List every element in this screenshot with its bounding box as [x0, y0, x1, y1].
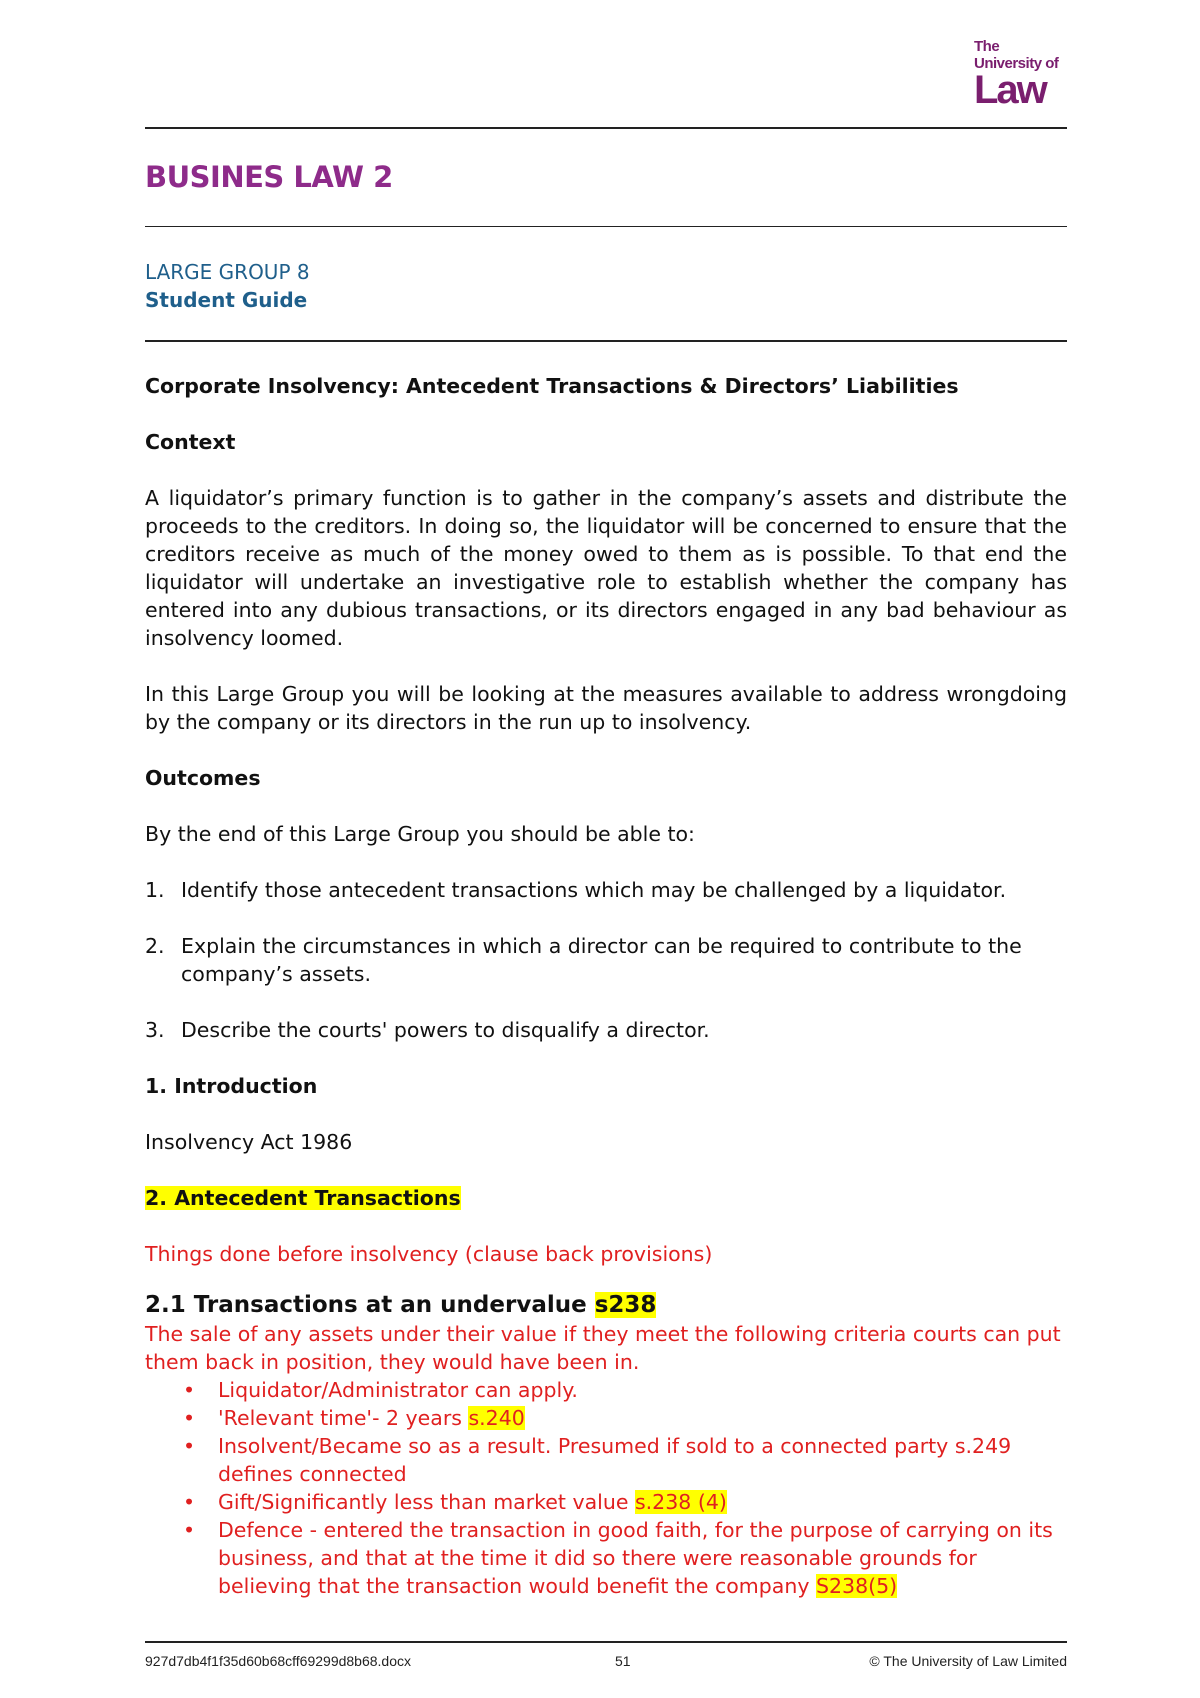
list-item: [145, 876, 1067, 904]
logo-line-1: The: [974, 38, 1000, 55]
header-rule-bottom: [145, 340, 1067, 342]
student-guide-label: Student Guide: [145, 288, 308, 312]
antecedent-heading: 2. Antecedent Transactions: [145, 1186, 461, 1210]
outcomes-heading: Outcomes: [145, 766, 261, 790]
logo-line-3: Law: [974, 68, 1046, 112]
spacer: [145, 904, 1067, 932]
section-2-1-bullets: [145, 1376, 1067, 1600]
context-paragraph-1: A liquidator’s primary function is to gather in the company’s assets and distribute the proceeds to the creditors. In doing so, the liquidator will be concerned to ensure that the creditors receive as much of the money owed to them as is possible. To that end the liquidator will undertake an investigative role to establish whether the company has entered into any dubious transactions, or its directors engaged in any bad behaviour as insolvency loomed.: [145, 486, 1067, 650]
list-number: 2.: [145, 934, 165, 958]
bullet-text: Insolvent/Became so as a result. Presumed if sold to a connected party s.249 defines connected: [218, 1434, 1012, 1486]
bullet-ref: s.238 (4): [634, 1490, 727, 1514]
section-2-1-description: The sale of any assets under their value if they meet the following criteria courts can put them back in position, they would have been in.: [145, 1322, 1061, 1374]
logo-line-2: University of: [974, 55, 1059, 72]
list-item: [145, 1016, 1067, 1044]
list-item: [145, 1488, 1067, 1516]
list-item: [145, 932, 1067, 988]
list-number: 1.: [145, 878, 165, 902]
introduction-text: Insolvency Act 1986: [145, 1130, 353, 1154]
header-rule-top: [145, 127, 1067, 129]
list-item: [145, 1432, 1067, 1488]
topic-title: Corporate Insolvency: Antecedent Transactions & Directors’ Liabilities: [145, 374, 959, 398]
introduction-heading: 1. Introduction: [145, 1074, 318, 1098]
spacer: [145, 988, 1067, 1016]
footer-page-number: 51: [615, 1653, 631, 1669]
list-item: [145, 1516, 1067, 1600]
bullet-icon: •: [183, 1434, 196, 1458]
large-group-block: [145, 258, 310, 314]
list-item: [145, 1404, 1067, 1432]
bullet-text: Gift/Significantly less than market value: [218, 1490, 635, 1514]
university-of-law-logo: [974, 38, 1070, 112]
document-title: BUSINES LAW 2: [145, 160, 393, 194]
footer-copyright: © The University of Law Limited: [869, 1653, 1067, 1669]
page-footer: [145, 1653, 1067, 1669]
bullet-ref: S238(5): [815, 1574, 898, 1598]
list-text: Explain the circumstances in which a director can be required to contribute to the company’s assets.: [181, 934, 1022, 986]
large-group-label: LARGE GROUP 8: [145, 260, 310, 284]
footer-rule: [145, 1641, 1067, 1643]
header-rule-middle: [145, 226, 1067, 227]
outcomes-intro: By the end of this Large Group you should be able to:: [145, 822, 695, 846]
list-item: [145, 1376, 1067, 1404]
bullet-text: Liquidator/Administrator can apply.: [218, 1378, 578, 1402]
context-heading: Context: [145, 430, 236, 454]
section-heading-text: 2.1 Transactions at an undervalue: [145, 1292, 595, 1318]
footer-filename: 927d7db4f1f35d60b68cff69299d8b68.docx: [145, 1653, 411, 1669]
bullet-icon: •: [183, 1378, 196, 1402]
list-number: 3.: [145, 1018, 165, 1042]
context-paragraph-2: In this Large Group you will be looking at the measures available to address wrongdoing by the company or its directors in the run up to insolvency.: [145, 682, 1067, 734]
bullet-icon: •: [183, 1490, 196, 1514]
bullet-icon: •: [183, 1518, 196, 1542]
document-body: [145, 372, 1067, 1600]
bullet-icon: •: [183, 1406, 196, 1430]
bullet-ref: s.240: [468, 1406, 525, 1430]
section-2-1-heading: [145, 1290, 1067, 1320]
bullet-text: Defence - entered the transaction in good faith, for the purpose of carrying on its business, and that at the time it did so there were reasonable grounds for believing that the transaction would benefit the company: [218, 1518, 1053, 1598]
outcomes-list: [145, 876, 1067, 1044]
bullet-text: 'Relevant time'- 2 years: [218, 1406, 469, 1430]
antecedent-note: Things done before insolvency (clause back provisions): [145, 1242, 713, 1266]
section-heading-ref: s238: [594, 1292, 657, 1318]
list-text: Identify those antecedent transactions which may be challenged by a liquidator.: [181, 878, 1007, 902]
list-text: Describe the courts' powers to disqualify a director.: [181, 1018, 710, 1042]
